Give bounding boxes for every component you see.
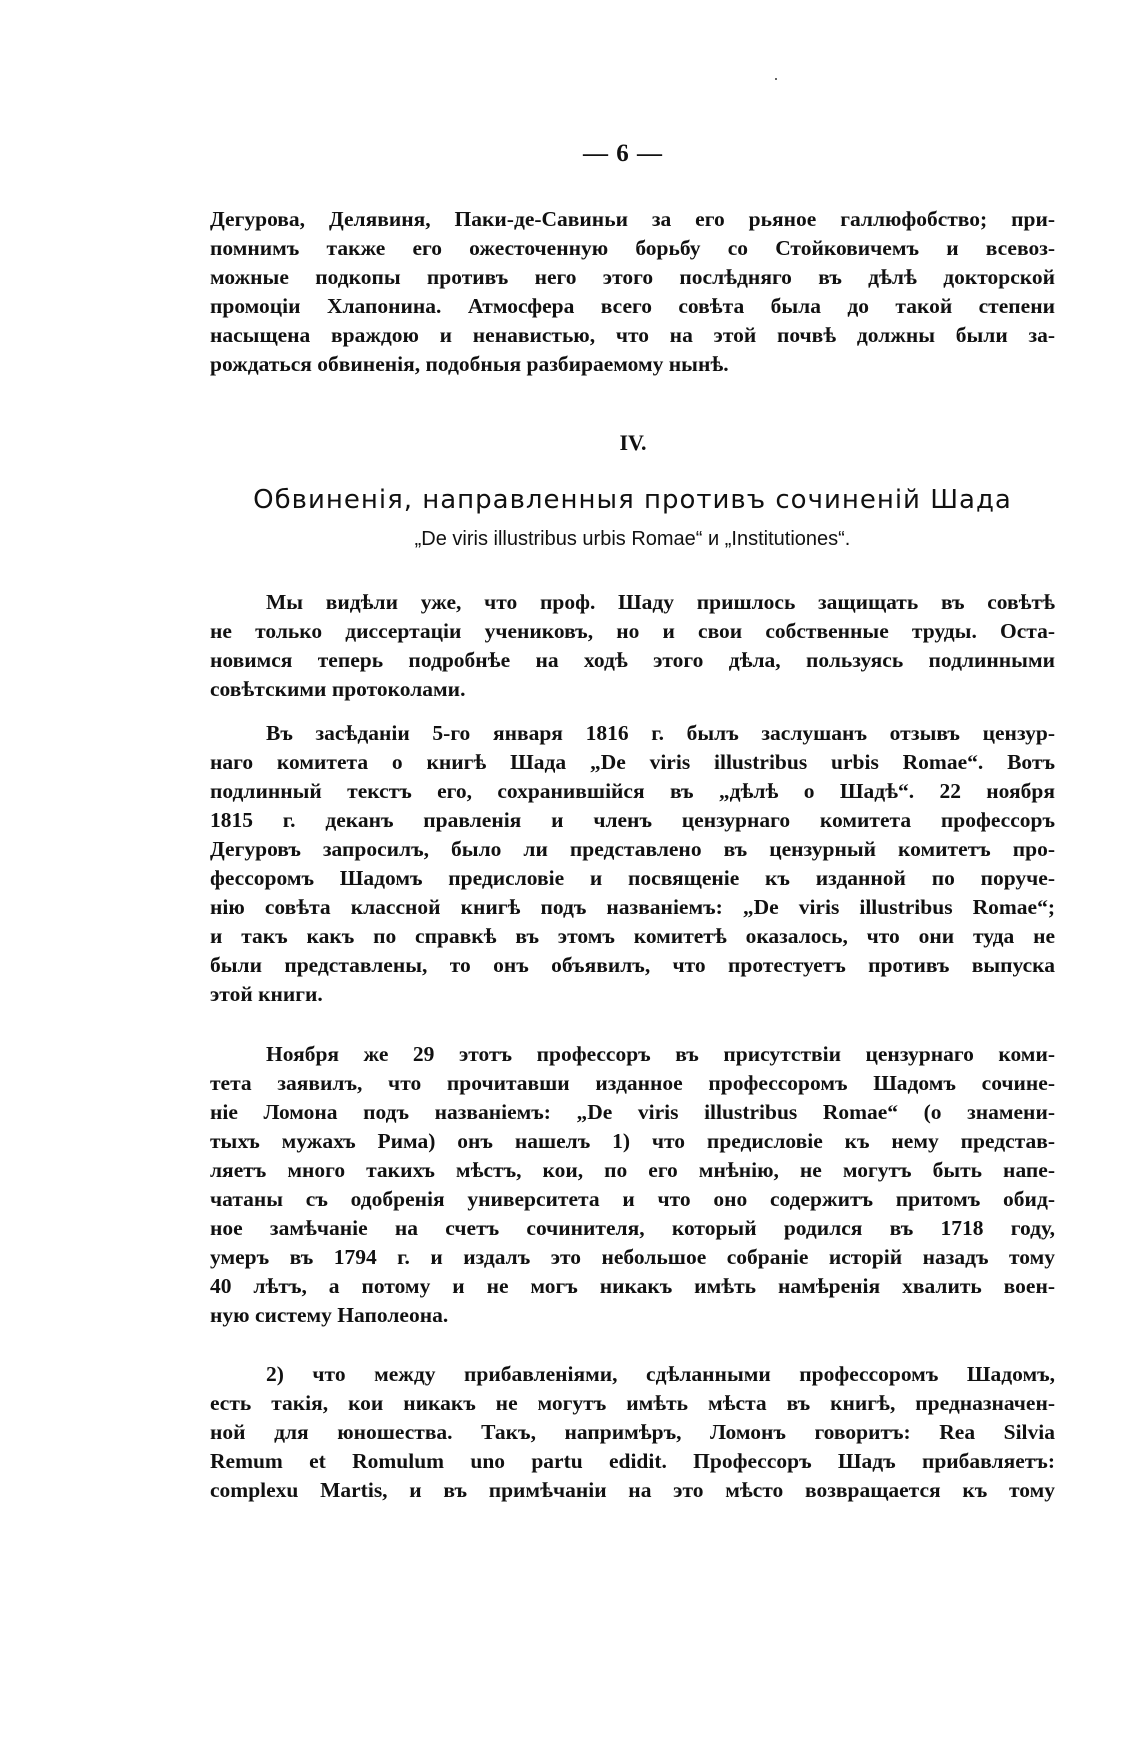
text-line: ляетъ много такихъ мѣстъ, кои, по его мнѣнію, не могутъ быть напе- — [210, 1158, 1055, 1182]
text-line: ной для юношества. Такъ, напримѣръ, Ломонъ говоритъ: Rea Silvia — [210, 1420, 1055, 1444]
text-line: были представлены, то онъ объявилъ, что протестуетъ противъ выпуска — [210, 953, 1055, 977]
text-line: нію совѣта классной книгѣ подъ названіемъ: „De viris illustribus Romae“; — [210, 895, 1055, 919]
paragraph-3 — [210, 1040, 1055, 1330]
text-line: Мы видѣли уже, что проф. Шаду пришлось защищать въ совѣтѣ — [266, 590, 1055, 614]
text-line: Дегуровъ запросилъ, было ли представлено въ цензурный комитетъ про- — [210, 837, 1055, 861]
text-line: не только диссертаціи учениковъ, но и свои собственные труды. Оста- — [210, 619, 1055, 643]
section-number: IV. — [619, 430, 647, 455]
text-line: умеръ въ 1794 г. и издалъ это небольшое собраніе исторій назадъ тому — [210, 1245, 1055, 1269]
text-line: ніе Ломона подъ названіемъ: „De viris illustribus Romae“ (о знамени- — [210, 1100, 1055, 1124]
intro-paragraph — [210, 205, 1055, 379]
paragraph-4 — [210, 1360, 1055, 1505]
text-line: ное замѣчаніе на счетъ сочинителя, который родился въ 1718 году, — [210, 1216, 1055, 1240]
text-line: есть такія, кои никакъ не могутъ имѣть мѣста въ книгѣ, предназначен- — [210, 1391, 1055, 1415]
page-number: — 6 — — [583, 140, 663, 167]
paragraph-2 — [210, 719, 1055, 1009]
text-line: тета заявилъ, что прочитавши изданное профессоромъ Шадомъ сочине- — [210, 1071, 1055, 1095]
text-line: Дегурова, Делявиня, Паки-де-Савиньи за его рьяное галлюфобство; при- — [210, 207, 1055, 231]
section-subtitle: „De viris illustribus urbis Romae“ и „Institutiones“. — [414, 528, 851, 550]
text-line: этой книги. — [210, 982, 323, 1006]
text-line: ную систему Наполеона. — [210, 1303, 449, 1327]
text-line: рождаться обвиненія, подобныя разбираемому нынѣ. — [210, 352, 729, 376]
section-title: Обвиненія, направленныя противъ сочиненій Шада — [253, 485, 1012, 515]
text-line: и такъ какъ по справкѣ въ этомъ комитетѣ оказалось, что они туда не — [210, 924, 1055, 948]
paragraph-1 — [210, 588, 1055, 704]
text-line: совѣтскими протоколами. — [210, 677, 466, 701]
text-line: 2) что между прибавленіями, сдѣланными профессоромъ Шадомъ, — [266, 1362, 1055, 1386]
text-line: наго комитета о книгѣ Шада „De viris illustribus urbis Romae“. Вотъ — [210, 750, 1055, 774]
text-line: насыщена враждою и ненавистью, что на этой почвѣ должны были за- — [210, 323, 1055, 347]
text-line: новимся теперь подробнѣе на ходѣ этого дѣла, пользуясь подлинными — [210, 648, 1055, 672]
text-line: 40 лѣтъ, а потому и не могъ никакъ имѣть намѣренія хвалить воен- — [210, 1274, 1055, 1298]
text-line: Remum et Romulum uno partu edidit. Профессоръ Шадъ прибавляетъ: — [210, 1449, 1055, 1473]
text-line: Ноября же 29 этотъ профессоръ въ присутствіи цензурнаго коми- — [266, 1042, 1055, 1066]
text-line: помнимъ также его ожесточенную борьбу со Стойковичемъ и всевоз- — [210, 236, 1055, 260]
text-line: фессоромъ Шадомъ предисловіе и посвященіе къ изданной по поруче- — [210, 866, 1055, 890]
text-line: промоціи Хлапонина. Атмосфера всего совѣта была до такой степени — [210, 294, 1055, 318]
text-line: чатаны съ одобренія университета и что оно содержитъ притомъ обид- — [210, 1187, 1055, 1211]
text-line: Въ засѣданіи 5-го января 1816 г. былъ заслушанъ отзывъ цензур- — [266, 721, 1055, 745]
text-line: можные подкопы противъ него этого послѣдняго въ дѣлѣ докторской — [210, 265, 1055, 289]
text-line: 1815 г. деканъ правленія и членъ цензурнаго комитета профессоръ — [210, 808, 1055, 832]
scan-speck — [775, 78, 777, 80]
text-line: complexu Martis, и въ примѣчаніи на это мѣсто возвращается къ тому — [210, 1478, 1055, 1502]
text-line: тыхъ мужахъ Рима) онъ нашелъ 1) что предисловіе къ нему представ- — [210, 1129, 1055, 1153]
text-line: подлинный текстъ его, сохранившійся въ „дѣлѣ о Шадѣ“. 22 ноября — [210, 779, 1055, 803]
